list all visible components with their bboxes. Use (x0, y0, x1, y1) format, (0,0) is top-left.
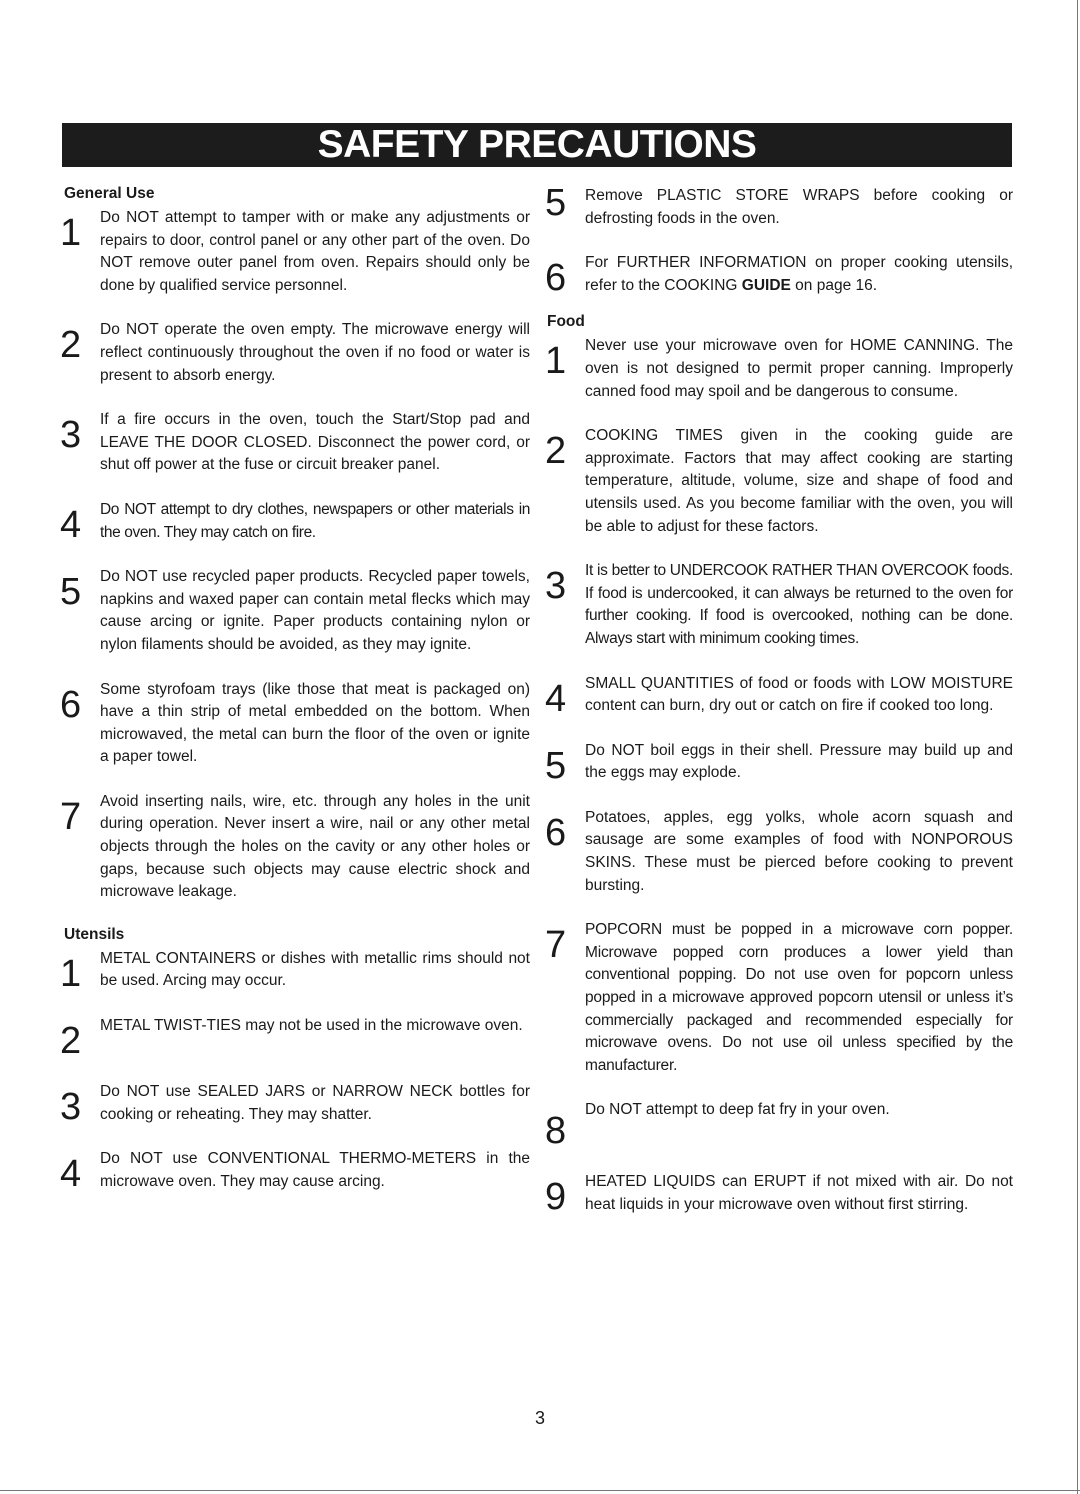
list-item (545, 1171, 1013, 1219)
left-column (60, 185, 530, 1196)
item-number: 1 (545, 340, 567, 383)
item-text: Do NOT use recycled paper products. Recycled paper towels, napkins and waxed paper can contain metal flecks which may cause arcing or ignite. Paper products containing nylon or nylon filaments should be avoided, as they may ignite. (100, 568, 530, 653)
list-item (545, 1099, 1013, 1153)
item-number: 7 (545, 924, 567, 967)
item-number: 9 (545, 1176, 567, 1219)
item-number: 1 (60, 952, 82, 995)
item-number: 2 (60, 324, 82, 367)
item-number: 6 (545, 811, 567, 854)
item-text: If a fire occurs in the oven, touch the Start/Stop pad and LEAVE THE DOOR CLOSED. Disconnect the power cord, or shut off power at the fuse or circuit breaker panel. (100, 411, 530, 474)
item-text: Do NOT boil eggs in their shell. Pressure may build up and the eggs may explode. (585, 741, 1013, 782)
item-text: Remove PLASTIC STORE WRAPS before cooking or defrosting foods in the oven. (585, 187, 1013, 227)
item-text: METAL CONTAINERS or dishes with metallic rims should not be used. Arcing may occur. (100, 949, 530, 990)
page-edge-right (1077, 0, 1078, 1494)
item-text-part: For FURTHER INFORMATION on proper cooking utensils, refer to the COOKING (585, 254, 1013, 294)
list-item (60, 319, 530, 387)
item-text: Do NOT attempt to dry clothes, newspapers or other materials in the oven. They may catch on fire. (100, 500, 530, 541)
item-text: POPCORN must be popped in a microwave corn popper. Microwave popped corn produces a lower yield than conventional popping. Do not use oven for popcorn unless popped in a microwave approved popcorn utensil or unless it’s commercially packaged and recommended especially for microwave ovens. Do not use oil unless specified by the manufacturer. (585, 921, 1013, 1074)
item-number: 4 (545, 677, 567, 720)
item-number: 6 (545, 257, 567, 300)
list-item (60, 1081, 530, 1129)
section-heading-food: Food (547, 313, 585, 331)
list-item (60, 207, 530, 297)
right-column (545, 182, 1013, 1219)
item-text-bold: GUIDE (741, 276, 791, 294)
list-item (545, 673, 1013, 718)
item-number: 7 (60, 795, 82, 838)
list-item (60, 791, 530, 904)
item-number: 5 (60, 571, 82, 614)
list-item (60, 1148, 530, 1196)
list-item (545, 919, 1013, 1077)
item-text: It is better to UNDERCOOK RATHER THAN OVERCOOK foods. If food is undercooked, it can always be returned to the oven for further cooking. If food is overcooked, nothing can be done. Always start with minimum cooking times. (585, 562, 1013, 647)
list-item (60, 566, 530, 656)
list-item (545, 740, 1013, 785)
item-number: 6 (60, 683, 82, 726)
item-number: 5 (545, 182, 567, 224)
item-number: 4 (60, 1153, 82, 1196)
list-item (60, 679, 530, 769)
item-text: Some styrofoam trays (like those that meat is packaged on) have a thin strip of metal embedded on the bottom. When microwaved, the metal can burn the floor of the oven or ignite a paper towel. (100, 680, 530, 766)
item-number: 8 (545, 1110, 567, 1153)
list-item (60, 409, 530, 477)
item-text: COOKING TIMES given in the cooking guide are approximate. Factors that may affect cooking are starting temperature, altitude, volume, size and shape of food and utensils used. As you become familiar with the oven, you will be able to adjust for these factors. (585, 427, 1013, 535)
item-text: SMALL QUANTITIES of food or foods with LOW MOISTURE content can burn, dry out or catch on fire if cooked too long. (585, 674, 1013, 715)
item-number: 1 (60, 212, 82, 254)
item-text: Never use your microwave oven for HOME CANNING. The oven is not designed to permit proper canning. Improperly canned food may spoil and be dangerous to consume. (585, 337, 1013, 400)
list-item (545, 807, 1013, 897)
list-item (545, 252, 1013, 300)
list-item (60, 948, 530, 993)
item-text: Do NOT attempt to deep fat fry in your oven. (585, 1101, 890, 1119)
list-item (60, 1015, 530, 1063)
item-number: 2 (545, 430, 567, 473)
list-item (60, 499, 530, 544)
list-item (545, 425, 1013, 538)
item-text: HEATED LIQUIDS can ERUPT if not mixed with air. Do not heat liquids in your microwave oven without first stirring. (585, 1173, 1013, 1213)
item-number: 2 (60, 1020, 82, 1063)
item-text: Do NOT use CONVENTIONAL THERMO-METERS in the microwave oven. They may cause arcing. (100, 1150, 530, 1190)
item-text: Do NOT attempt to tamper with or make any adjustments or repairs to door, control panel or any other part of the oven. Do NOT remove outer panel from oven. Repairs should only be done by qualified service personnel. (100, 209, 530, 294)
list-item (545, 560, 1013, 650)
list-item (545, 182, 1013, 230)
item-number: 3 (60, 1086, 82, 1129)
page-number: 3 (534, 1408, 545, 1428)
section-heading-general-use: General Use (64, 185, 155, 202)
item-number: 3 (545, 565, 567, 608)
page-edge-bottom (0, 1490, 1080, 1491)
item-number: 3 (60, 414, 82, 457)
item-text: Potatoes, apples, egg yolks, whole acorn squash and sausage are some examples of food with NONPOROUS SKINS. These must be pierced before cooking to prevent bursting. (585, 808, 1013, 894)
item-number: 5 (545, 744, 567, 787)
page-title: SAFETY PRECAUTIONS (317, 123, 757, 166)
item-text (585, 252, 1013, 297)
item-text-part: on page 16. (790, 276, 878, 294)
item-number: 4 (60, 503, 82, 546)
item-text: Do NOT operate the oven empty. The microwave energy will reflect continuously throughout the oven if no food or water is present to absorb energy. (100, 321, 530, 384)
list-item (545, 335, 1013, 403)
section-heading-utensils: Utensils (64, 925, 125, 943)
item-text: METAL TWIST-TIES may not be used in the microwave oven. (100, 1017, 523, 1035)
item-text: Avoid inserting nails, wire, etc. through any holes in the unit during operation. Never insert a wire, nail or any other metal objects through the holes on the cavity or any other holes or gaps, because such objects may cause electric shock and microwave leakage. (100, 792, 530, 901)
item-text: Do NOT use SEALED JARS or NARROW NECK bottles for cooking or reheating. They may shatter. (100, 1083, 530, 1123)
title-banner (62, 123, 1012, 167)
